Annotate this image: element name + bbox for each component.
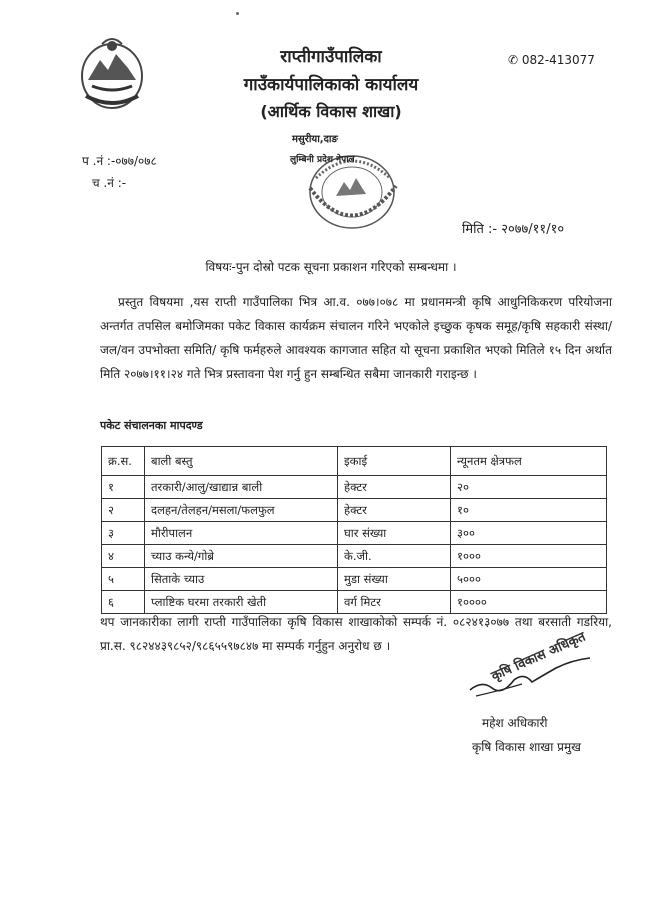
cell-unit: के.जी. xyxy=(338,545,451,568)
letter-date: मिति :- २०७७/११/१० xyxy=(462,222,565,237)
cell-sn: ६ xyxy=(102,591,145,614)
dispatch-number: च .नं :- xyxy=(92,176,127,190)
cell-crop: च्याउ कन्ये/गोब्रे xyxy=(145,545,338,568)
cell-min-area: १० xyxy=(451,499,607,522)
col-header-crop: बाली बस्तु xyxy=(145,447,338,476)
address-line1: मसुरीया,दाङ xyxy=(292,134,338,145)
cell-unit: मुडा संख्या xyxy=(338,568,451,591)
cell-crop: तरकारी/आलु/खाद्यान्न बाली xyxy=(145,476,338,499)
section-name: (आर्थिक विकास शाखा) xyxy=(260,102,402,121)
cell-crop: सिताके च्याउ xyxy=(145,568,338,591)
table-row xyxy=(102,476,607,499)
cell-min-area: २० xyxy=(451,476,607,499)
cell-crop: मौरीपालन xyxy=(145,522,338,545)
cell-sn: ४ xyxy=(102,545,145,568)
cell-unit: घार संख्या xyxy=(338,522,451,545)
cell-crop: दलहन/तेलहन/मसला/फलफुल xyxy=(145,499,338,522)
cell-min-area: ५००० xyxy=(451,568,607,591)
phone-number xyxy=(508,53,595,67)
table-row xyxy=(102,522,607,545)
criteria-title: पकेट संचालनका मापदण्ड xyxy=(100,419,203,432)
address-line2: लुम्बिनी प्रदेश नेपाल xyxy=(290,155,355,165)
body-paragraph: प्रस्तुत विषयमा ,यस राप्ती गाउँपालिका भित्र आ.व. ०७७।०७८ मा प्रधानमन्त्री कृषि आधुनिकिकरण परियोजना अन्तर्गत तपसिल बमोजिमका पकेट विकास कार्यक्रम संचालन गरिने भएकोले इच्छुक कृषक समूह/कृषि सहकारी संस्था/जल/वन उपभोक्ता समिति/ कृषि फर्महरुले आवश्यक कागजात सहित यो सूचना प्रकाशित भएको मितिले १५ दिन अर्थात मिति २०७७।११।२४ गते भित्र प्रस्तावना पेश गर्नु हुन सम्बन्धित सबैमा जानकारी गराइन्छ । xyxy=(100,295,612,381)
criteria-table xyxy=(101,446,607,614)
cell-unit: वर्ग मिटर xyxy=(338,591,451,614)
cell-unit: हेक्टर xyxy=(338,499,451,522)
phone-icon: ✆ xyxy=(508,53,519,67)
phone-text: 082-413077 xyxy=(521,53,595,67)
cell-sn: २ xyxy=(102,499,145,522)
org-name: राप्तीगाउँपालिका xyxy=(280,47,382,67)
cell-sn: ५ xyxy=(102,568,145,591)
cell-min-area: १००० xyxy=(451,545,607,568)
cell-unit: हेक्टर xyxy=(338,476,451,499)
contact-paragraph: थप जानकारीका लागी राप्ती गाउँपालिका कृषि विकास शाखाकोको सम्पर्क नं. ०८२४१३०७७ तथा बरसाती गडरिया, प्रा.स. ९८२४४३९८५२/९८६५५९७८४७ मा सम्पर्क गर्नुहुन अनुरोध छ । xyxy=(100,615,612,653)
table-row xyxy=(102,568,607,591)
table-header-row xyxy=(102,447,607,476)
cell-min-area: १०००० xyxy=(451,591,607,614)
cell-sn: ३ xyxy=(102,522,145,545)
table-row xyxy=(102,545,607,568)
col-header-unit: इकाई xyxy=(338,447,451,476)
subject-line: विषयः-पुन दोस्रो पटक सूचना प्रकाशन गरिएको सम्बन्धमा । xyxy=(205,260,457,274)
reference-number: प .नं :-०७७/०७८ xyxy=(82,154,157,168)
col-header-min-area: न्यूनतम क्षेत्रफल xyxy=(451,447,607,476)
col-header-sn: क्र.स. xyxy=(102,447,145,476)
cell-min-area: ३०० xyxy=(451,522,607,545)
officer-stamp: कृषि विकास अधिकृत xyxy=(489,629,588,685)
signatory-name: महेश अधिकारी xyxy=(482,716,548,730)
office-name: गाउँकार्यपालिकाको कार्यालय xyxy=(243,75,419,95)
scan-speck xyxy=(236,12,239,15)
table-row xyxy=(102,499,607,522)
cell-crop: प्लाष्टिक घरमा तरकारी खेती xyxy=(145,591,338,614)
cell-sn: १ xyxy=(102,476,145,499)
signatory-title: कृषि विकास शाखा प्रमुख xyxy=(472,740,581,754)
